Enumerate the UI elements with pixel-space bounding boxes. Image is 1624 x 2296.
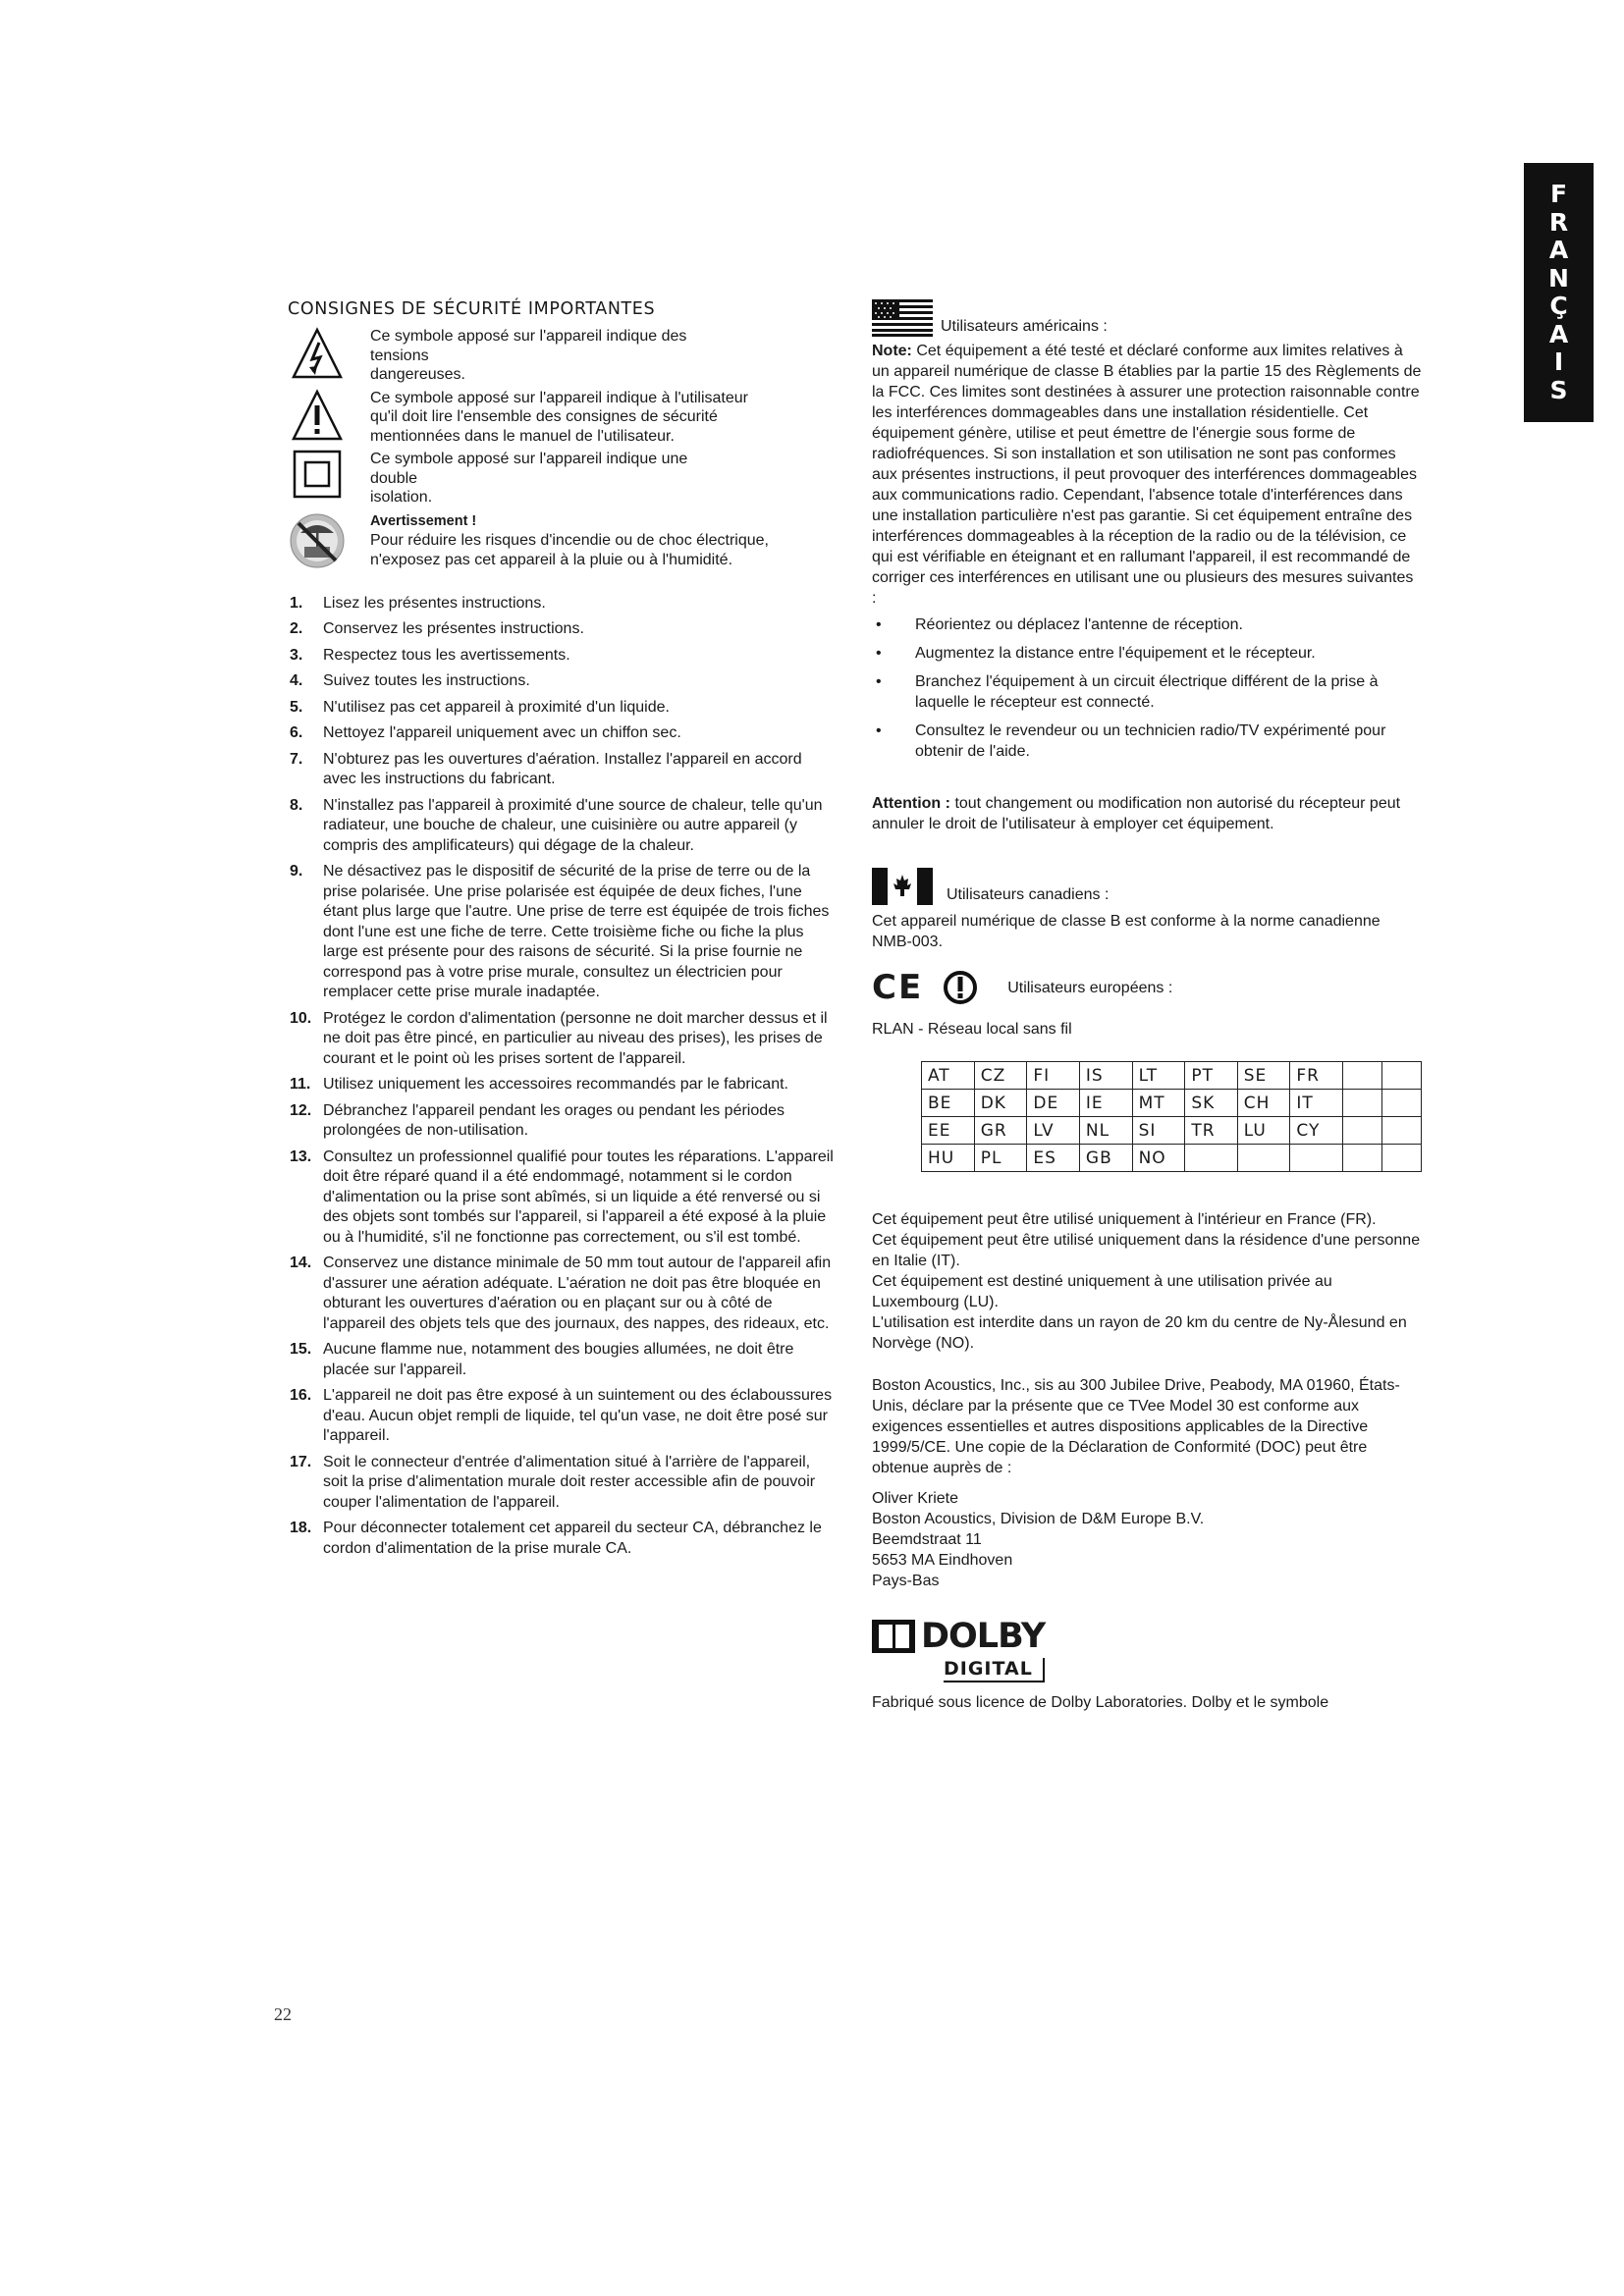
rule-number: 13. [290,1148,312,1165]
canadian-statement: Cet appareil numérique de classe B est conforme à la norme canadienne NMB-003. [872,913,1380,950]
fcc-measure-item [872,721,1422,762]
side-tab-letter: A [1548,319,1569,348]
safety-rules-list [288,594,838,1560]
country-cell: MT [1132,1090,1185,1117]
safety-rule-item [288,862,838,1003]
country-cell [1381,1062,1421,1090]
country-cell: CH [1237,1090,1290,1117]
country-cell: TR [1185,1117,1237,1145]
contact-address [872,1488,1422,1591]
country-restriction-text: Cet équipement peut être utilisé uniquement à l'intérieur en France (FR). [872,1211,1377,1228]
rule-number: 14. [290,1255,312,1271]
side-tab-letter: Ç [1549,292,1568,320]
rule-text: Conservez les présentes instructions. [323,620,584,637]
country-cell [1342,1117,1381,1145]
rule-number: 7. [290,750,303,768]
country-cell: IE [1079,1090,1132,1117]
dolby-digital-logo [872,1617,1422,1682]
canada-flag-icon [872,868,933,905]
country-cell: HU [922,1145,975,1172]
dolby-digital-word: DIGITAL [944,1658,1045,1682]
rule-text: Débranchez l'appareil pendant les orages ou pendant les périodes prolongées de non-utilisation. [323,1101,785,1139]
symbol-row-rain-warning [288,511,838,570]
country-cell [1381,1090,1421,1117]
fcc-measures-list [872,614,1422,762]
fcc-measure-text: Réorientez ou déplacez l'antenne de réception. [915,616,1243,633]
side-tab-letter: N [1548,263,1569,293]
rule-number: 8. [290,796,303,814]
country-cell: ES [1027,1145,1080,1172]
side-tab-letter: F [1549,180,1568,208]
rule-text: Lisez les présentes instructions. [323,594,546,612]
country-cell: SK [1185,1090,1237,1117]
country-restrictions [872,1209,1422,1354]
safety-rule-item [288,1148,838,1249]
no-rain-moisture-icon [288,511,347,570]
safety-rule-item [288,796,838,857]
rule-text: Utilisez uniquement les accessoires recommandés par le fabricant. [323,1076,788,1093]
bullet-icon: • [876,616,882,633]
rule-number: 12. [290,1101,312,1119]
symbol-row-exclamation [288,389,838,447]
dolby-word: DOLBY [921,1617,1046,1656]
side-tab-letter: I [1553,347,1564,376]
rule-number: 10. [290,1009,312,1027]
alert-circle-icon [943,970,978,1005]
country-row [922,1062,1422,1090]
country-cell: IT [1290,1090,1342,1117]
double-insulation-icon [288,450,347,499]
european-users-row [872,968,1422,1007]
dolby-double-d-icon [872,1620,915,1653]
lightning-warning-icon [288,327,347,380]
rule-number: 17. [290,1453,312,1470]
fcc-measure-item [872,614,1422,635]
country-cell: SI [1132,1117,1185,1145]
canadian-users-row [872,868,1422,905]
safety-instructions-column [288,299,838,1565]
bullet-icon: • [876,645,882,662]
symbol-row-double-insulation [288,450,838,507]
warning-title: Avertissement ! [370,512,477,529]
country-cell: FI [1027,1062,1080,1090]
safety-rule-item [288,1009,838,1070]
exclamation-warning-icon [288,389,347,442]
country-cell: DK [974,1090,1027,1117]
country-cell [1342,1090,1381,1117]
rule-text: Respectez tous les avertissements. [323,646,570,664]
side-tab-letter: R [1548,207,1569,237]
fcc-measure-text: Consultez le revendeur ou un technicien radio/TV expérimenté pour obtenir de l'aide. [915,722,1386,760]
rule-text: Soit le connecteur d'entrée d'alimentation situé à l'arrière de l'appareil, soit la prise d'alimentation murale doit rester accessible afin de pouvoir couper l'alimentation de l'appareil. [323,1453,816,1511]
country-cell: GB [1079,1145,1132,1172]
country-cell: FR [1290,1062,1342,1090]
rule-number: 3. [290,646,303,664]
country-cell: CZ [974,1062,1027,1090]
safety-rule-item [288,723,838,744]
rule-text: N'obturez pas les ouvertures d'aération. Installez l'appareil en accord avec les instructions du fabricant. [323,750,802,787]
country-cell [1342,1062,1381,1090]
safety-rule-item [288,594,838,614]
country-cell [1185,1145,1237,1172]
european-users-label: Utilisateurs européens : [1007,979,1173,996]
rule-number: 5. [290,698,303,716]
country-cell: CY [1290,1117,1342,1145]
safety-rule-item [288,1340,838,1380]
country-restriction-text: Cet équipement peut être utilisé uniquement dans la résidence d'une personne en Italie (IT). [872,1232,1421,1269]
rule-text: Conservez une distance minimale de 50 mm tout autour de l'appareil afin d'assurer une aération adéquate. L'aération ne doit pas être bloquée en obturant les ouvertures d'aération ou en plaçant sur ou à côté de l'appareil des objets tels que des journaux, des nappes, des rideaux, etc. [323,1255,832,1332]
country-cell: AT [922,1062,975,1090]
side-tab-letter: A [1548,236,1569,264]
rule-number: 18. [290,1520,312,1536]
symbol-text-double-insulation: Ce symbole apposé sur l'appareil indique une double isolation. [370,451,688,506]
country-cell [1381,1117,1421,1145]
country-cell: IS [1079,1062,1132,1090]
safety-rule-item [288,1453,838,1514]
rule-text: Protégez le cordon d'alimentation (personne ne doit marcher dessus et il ne doit pas être pincé, en particulier au niveau des prises), les prises de courant et le point où les prises sortent de l'appareil. [323,1009,828,1067]
country-cell: EE [922,1117,975,1145]
country-cell: SE [1237,1062,1290,1090]
safety-rule-item [288,1519,838,1559]
symbol-text-warning: Avertissement ! Pour réduire les risques d'incendie ou de choc électrique, n'exposez pas cet appareil à la pluie ou à l'humidité. [370,512,769,568]
rule-text: N'utilisez pas cet appareil à proximité d'un liquide. [323,698,670,716]
fcc-measure-item [872,643,1422,664]
country-cell [1342,1145,1381,1172]
rule-number: 1. [290,594,303,612]
country-cell: LU [1237,1117,1290,1145]
declaration-of-conformity: Boston Acoustics, Inc., sis au 300 Jubilee Drive, Peabody, MA 01960, États-Unis, déclare par la présente que ce TVee Model 30 est conforme aux exigences essentielles et autres dispositions applicables de la Directive 1999/5/CE. Une copie de la Déclaration de Conformité (DOC) peut être obtenue auprès de : [872,1377,1400,1476]
country-cell: NL [1079,1117,1132,1145]
safety-rule-item [288,698,838,719]
address-line: Beemdstraat 11 [872,1531,982,1548]
dolby-license-text: Fabriqué sous licence de Dolby Laboratories. Dolby et le symbole [872,1694,1329,1711]
us-flag-icon [872,299,933,337]
safety-rule-item [288,1254,838,1334]
fcc-measure-item [872,671,1422,713]
country-cell: PL [974,1145,1027,1172]
rule-number: 15. [290,1341,312,1358]
address-line: Pays-Bas [872,1573,940,1589]
compliance-column [872,299,1422,1713]
safety-rule-item [288,1075,838,1095]
rule-text: N'installez pas l'appareil à proximité d'une source de chaleur, telle qu'un radiateur, une bouche de chaleur, une cuisinière ou autre appareil (y compris des amplificateurs) qui dégage de la chaleur. [323,796,823,854]
rule-text: Nettoyez l'appareil uniquement avec un chiffon sec. [323,724,681,741]
country-cell [1290,1145,1342,1172]
country-table [921,1061,1422,1172]
bullet-icon: • [876,673,882,690]
country-cell: GR [974,1117,1027,1145]
country-row [922,1117,1422,1145]
rule-number: 6. [290,724,303,741]
country-row [922,1090,1422,1117]
rule-text: Aucune flamme nue, notamment des bougies allumées, ne doit être placée sur l'appareil. [323,1341,794,1378]
country-cell: BE [922,1090,975,1117]
safety-rule-item [288,1386,838,1447]
rule-number: 16. [290,1387,312,1404]
us-users-label: Utilisateurs américains : [941,318,1108,335]
rule-text: Ne désactivez pas le dispositif de sécurité de la prise de terre ou de la prise polarisée. Une prise polarisée est équipée de deux fiches, l'une étant plus large que l'autre. Une prise de terre est équipée de trois fiches dont l'une est une fiche de terre. Cette troisième fiche ou fiche la plus large est présente pour des raisons de sécurité. Si la prise fournie ne correspond pas à votre prise murale, consultez un électricien pour remplacer cette prise murale inadaptée. [323,863,830,1000]
language-side-tab [1524,163,1594,422]
safety-rule-item [288,1101,838,1142]
rule-number: 2. [290,620,303,637]
canadian-users-label: Utilisateurs canadiens : [947,886,1110,903]
country-cell: LV [1027,1117,1080,1145]
safety-rule-item [288,671,838,692]
country-cell: LT [1132,1062,1185,1090]
rule-text: Suivez toutes les instructions. [323,672,530,689]
address-line: Boston Acoustics, Division de D&M Europe B.V. [872,1511,1205,1527]
country-cell: DE [1027,1090,1080,1117]
address-line: 5653 MA Eindhoven [872,1552,1013,1569]
symbol-row-lightning [288,327,838,385]
rule-text: Pour déconnecter totalement cet appareil du secteur CA, débranchez le cordon d'alimentation de la prise murale CA. [323,1520,822,1557]
page-number: 22 [274,2004,292,2024]
side-tab-letter: S [1549,375,1568,404]
safety-rule-item [288,750,838,790]
country-restriction-text: L'utilisation est interdite dans un rayon de 20 km du centre de Ny-Ålesund en Norvège (NO). [872,1314,1407,1352]
safety-heading: CONSIGNES DE SÉCURITÉ IMPORTANTES [288,299,656,319]
fcc-measure-text: Augmentez la distance entre l'équipement et le récepteur. [915,645,1316,662]
country-cell: NO [1132,1145,1185,1172]
symbol-text-exclamation: Ce symbole apposé sur l'appareil indique à l'utilisateur qu'il doit lire l'ensemble des consignes de sécurité mentionnées dans le manuel de l'utilisateur. [370,389,748,445]
rule-text: Consultez un professionnel qualifié pour toutes les réparations. L'appareil doit être réparé quand il a été endommagé, notamment si le cordon d'alimentation ou la prise sont abîmés, si un liquide a été renversé ou si des objets sont tombés sur l'appareil, si l'appareil a été exposé à la pluie ou à l'humidité, s'il ne fonctionne pas correctement, ou s'il est tombé. [323,1148,834,1246]
rlan-label: RLAN - Réseau local sans fil [872,1021,1072,1038]
us-users-row [872,299,1422,337]
country-row [922,1145,1422,1172]
country-restriction-text: Cet équipement est destiné uniquement à une utilisation privée au Luxembourg (LU). [872,1273,1332,1310]
safety-rule-item [288,646,838,667]
rule-text: L'appareil ne doit pas être exposé à un suintement ou des éclaboussures d'eau. Aucun objet rempli de liquide, tel qu'un vase, ne doit être posé sur l'appareil. [323,1387,833,1444]
country-cell [1381,1145,1421,1172]
symbol-text-lightning: Ce symbole apposé sur l'appareil indique des tensions dangereuses. [370,328,687,383]
country-cell: PT [1185,1062,1237,1090]
rule-number: 11. [290,1076,311,1093]
address-line: Oliver Kriete [872,1490,959,1507]
attention-paragraph: Attention : tout changement ou modification non autorisé du récepteur peut annuler le droit de l'utilisateur à employer cet équipement. [872,795,1401,832]
rule-number: 4. [290,672,303,689]
safety-rule-item [288,619,838,640]
bullet-icon: • [876,722,882,739]
rule-number: 9. [290,863,303,880]
country-cell [1237,1145,1290,1172]
ce-mark: CE [872,968,924,1007]
fcc-note: Note: Cet équipement a été testé et déclaré conforme aux limites relatives à un appareil numérique de classe B établies par la partie 15 des Règlements de la FCC. Ces limites sont destinées à assurer une protection raisonnable contre les interférences dommageables dans une installation résidentielle. Cet équipement génère, utilise et peut émettre de l'énergie sous forme de radiofréquences. Si son installation et son utilisation ne sont pas conformes aux présentes instructions, il peut provoquer des interférences dommageables aux communications radio. Cependant, l'absence totale d'interférences dans une installation particulière n'est pas garantie. Si cet équipement entraîne des interférences dommageables à la réception de la radio ou de la télévision, ce qui est vérifiable en éteignant et en rallumant l'appareil, il est recommandé de corriger ces interférences en utilisant une ou plusieurs des mesures suivantes : [872,343,1422,607]
fcc-measure-text: Branchez l'équipement à un circuit électrique différent de la prise à laquelle le récepteur est connecté. [915,673,1379,711]
